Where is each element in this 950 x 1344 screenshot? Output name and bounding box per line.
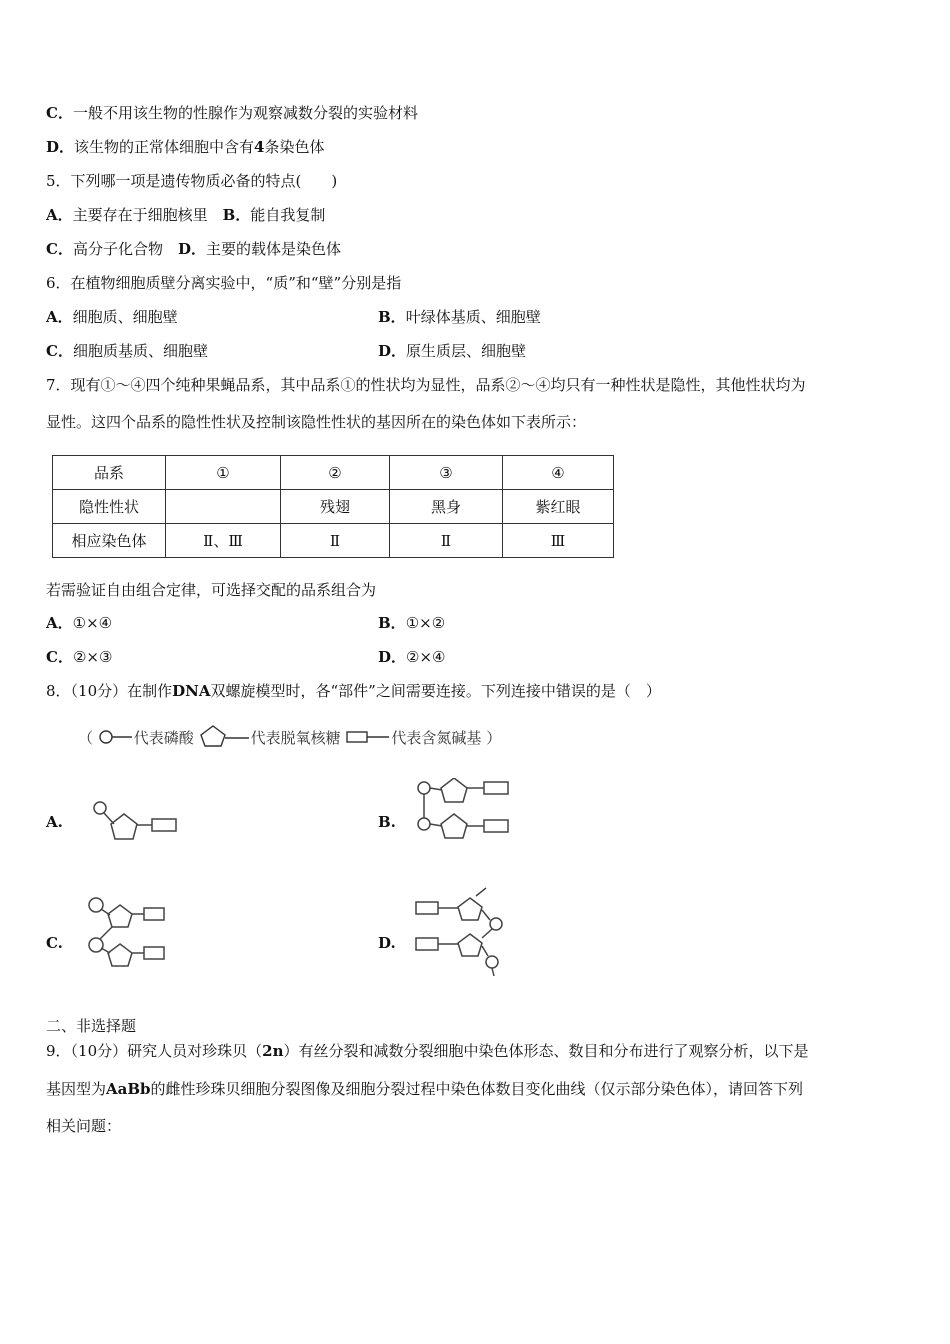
q7-question: 若需验证自由组合定律，可选择交配的品系组合为 [46, 581, 377, 599]
table-cell: Ⅱ、Ⅲ [166, 524, 281, 558]
option-text: 主要存在于细胞核里 [72, 206, 208, 224]
sugar-pentagon [441, 814, 467, 838]
legend-bracket: （ [78, 729, 94, 747]
q7-option-b [378, 613, 445, 633]
section-title: 二、非选择题 [46, 1017, 137, 1035]
sugar-pentagon [441, 778, 467, 802]
strain-table [52, 455, 614, 558]
q7-option-c [46, 647, 112, 667]
sugar-pentagon [111, 814, 137, 839]
option-label: A． [46, 614, 73, 632]
q8-stem [46, 681, 661, 701]
option-label: B． [378, 308, 406, 326]
option-label: C． [46, 240, 73, 258]
phosphate-circle [486, 956, 498, 968]
sugar-pentagon [458, 898, 482, 920]
table-cell: ① [166, 456, 281, 490]
table-cell: 黑身 [390, 490, 503, 524]
base-rectangle [152, 819, 176, 831]
option-label: A． [46, 206, 73, 224]
q5-options-cd [46, 239, 341, 259]
table-cell: Ⅱ [281, 524, 390, 558]
base-rectangle-icon [345, 729, 391, 745]
option-text: ①×④ [72, 614, 113, 632]
legend-bracket: ） [486, 729, 502, 747]
table-cell: 相应染色体 [53, 524, 166, 558]
phosphate-circle [89, 898, 103, 912]
q9-line3: 相关问题： [46, 1117, 122, 1135]
table-cell: ④ [503, 456, 614, 490]
q8-option-c-diagram [84, 893, 174, 973]
option-text: 细胞质、细胞壁 [72, 308, 178, 326]
q8-option-b-diagram [412, 778, 522, 848]
legend-sugar: 代表脱氧核糖 [250, 729, 341, 747]
q8-option-d-diagram [412, 886, 512, 978]
legend-phosphate: 代表磷酸 [133, 729, 194, 747]
option-text: 主要的载体是染色体 [206, 240, 342, 258]
q7-stem-line2: 显性。这四个品系的隐性性状及控制该隐性性状的基因所在的染色体如下表所示： [46, 413, 587, 431]
q8-option-b-label: B. [378, 813, 396, 831]
base-rectangle [484, 782, 508, 794]
phosphate-circle [94, 802, 106, 814]
option-text: 原生质层、细胞壁 [406, 342, 527, 360]
phosphate-circle [490, 918, 502, 930]
component-legend [78, 724, 501, 748]
table-cell: Ⅱ [390, 524, 503, 558]
base-rectangle [416, 938, 438, 950]
option-label: B． [222, 206, 251, 224]
phosphate-circle [418, 782, 430, 794]
q9-genotype: AaBb [106, 1080, 151, 1098]
q7-option-a [46, 613, 112, 633]
option-label: D． [378, 648, 407, 666]
sugar-pentagon [108, 944, 132, 966]
option-text: 一般不用该生物的性腺作为观察减数分裂的实验材料 [72, 104, 418, 122]
option-label: C． [46, 104, 73, 122]
legend-base: 代表含氮碱基 [391, 729, 482, 747]
sugar-pentagon [108, 905, 132, 927]
table-row [53, 524, 614, 558]
option-label: C． [46, 648, 73, 666]
table-cell: Ⅲ [503, 524, 614, 558]
q9-text: 的雌性珍珠贝细胞分裂图像及细胞分裂过程中染色体数目变化曲线（仅示部分染色体），请回答下列 [150, 1080, 804, 1098]
q7-stem-line1: 7．现有①～④四个纯种果蝇品系，其中品系①的性状均为显性，品系②～④均只有一种性状是隐性，其他性状均为 [46, 376, 806, 394]
q9-text: 9．（10分）研究人员对珍珠贝（ [46, 1042, 263, 1060]
deoxyribose-pentagon-icon [199, 724, 251, 748]
q8-option-c-label: C. [46, 934, 63, 952]
base-rectangle [144, 947, 164, 959]
q5-stem: 5．下列哪一项是遗传物质必备的特点( ) [46, 172, 338, 190]
q9-2n: 2n [262, 1042, 284, 1060]
phosphate-circle [418, 818, 430, 830]
option-label: A． [46, 308, 73, 326]
option-text: 该生物的正常体细胞中含有 [74, 138, 255, 156]
option-label: C． [46, 342, 73, 360]
option-text: ②×④ [406, 648, 446, 666]
q8-option-a-diagram [86, 796, 186, 846]
option-text: 细胞质基质、细胞壁 [72, 342, 208, 360]
table-header-row [53, 456, 614, 490]
q8-dna: DNA [172, 682, 211, 700]
option-number: 4 [254, 138, 265, 156]
q5-options-ab [46, 205, 325, 225]
base-rectangle [144, 908, 164, 920]
option-label: B． [378, 614, 406, 632]
table-cell: 紫红眼 [503, 490, 614, 524]
q6-option-a [46, 307, 178, 327]
q9-text: 基因型为 [46, 1080, 107, 1098]
q4-option-c [46, 103, 418, 123]
q6-option-d [378, 341, 526, 361]
option-text: 能自我复制 [250, 206, 326, 224]
sugar-pentagon [458, 934, 482, 956]
option-label: D． [177, 240, 206, 258]
option-text: 条染色体 [264, 138, 325, 156]
q9-text: ）有丝分裂和减数分裂细胞中染色体形态、数目和分布进行了观察分析，以下是 [283, 1042, 809, 1060]
option-text: 叶绿体基质、细胞壁 [405, 308, 541, 326]
q8-option-a-label: A. [46, 813, 63, 831]
table-cell: 隐性性状 [53, 490, 166, 524]
table-cell: 品系 [53, 456, 166, 490]
phosphate-circle-icon [98, 729, 134, 745]
q7-option-d [378, 647, 445, 667]
q8-stem-text: 双螺旋模型时，各“部件”之间需要连接。下列连接中错误的是（ ） [210, 682, 661, 700]
q4-option-d [46, 137, 324, 157]
table-cell: ③ [390, 456, 503, 490]
option-text: ②×③ [72, 648, 113, 666]
phosphate-circle [89, 938, 103, 952]
option-label: D． [378, 342, 407, 360]
q6-option-b [378, 307, 541, 327]
q8-option-d-label: D. [378, 934, 396, 952]
q6-option-c [46, 341, 208, 361]
table-cell [166, 490, 281, 524]
option-text: 高分子化合物 [72, 240, 163, 258]
q8-stem-text: 8．（10分）在制作 [46, 682, 173, 700]
base-rectangle [484, 820, 508, 832]
option-label: D． [46, 138, 75, 156]
table-row [53, 490, 614, 524]
q9-line1 [46, 1041, 809, 1061]
table-cell: ② [281, 456, 390, 490]
table-cell: 残翅 [281, 490, 390, 524]
base-rectangle [416, 902, 438, 914]
option-text: ①×② [405, 614, 446, 632]
q9-line2 [46, 1079, 803, 1099]
q6-stem: 6．在植物细胞质壁分离实验中，“质”和“壁”分别是指 [46, 274, 402, 292]
